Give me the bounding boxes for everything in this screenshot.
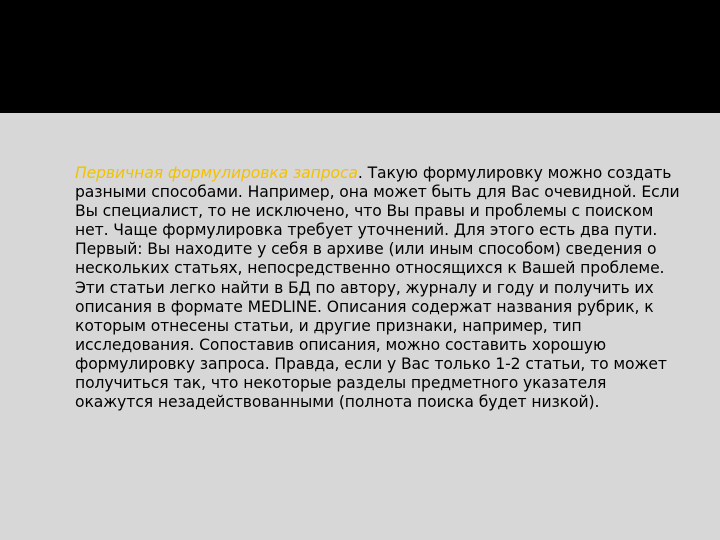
body-text: . Такую формулировку можно создать разными способами. Например, она может быть для Вас очевидной. Если Вы специалист, то не исключено, что Вы правы и проблемы с поиском нет. Чаще формулировка требует уточнений. Для этого есть два пути. Первый: Вы находите у себя в архиве (или иным способом) сведения о нескольких статьях, непосредственно относящихся к Вашей проблеме. Эти статьи легко найти в БД по автору, журналу и году и получить их описания в формате MEDLINE. Описания содержат названия рубрик, к которым отнесены статьи, и другие признаки, например, тип исследования. Сопоставив описания, можно составить хорошую формулировку запроса. Правда, если у Вас только 1-2 статьи, то может получиться так, что некоторые разделы предметного указателя окажутся незадействованными (полнота поиска будет низкой). [75,164,680,412]
slide-text [75,164,685,412]
highlighted-term: Первичная формулировка запроса [75,164,358,182]
slide-header-band [0,0,720,113]
